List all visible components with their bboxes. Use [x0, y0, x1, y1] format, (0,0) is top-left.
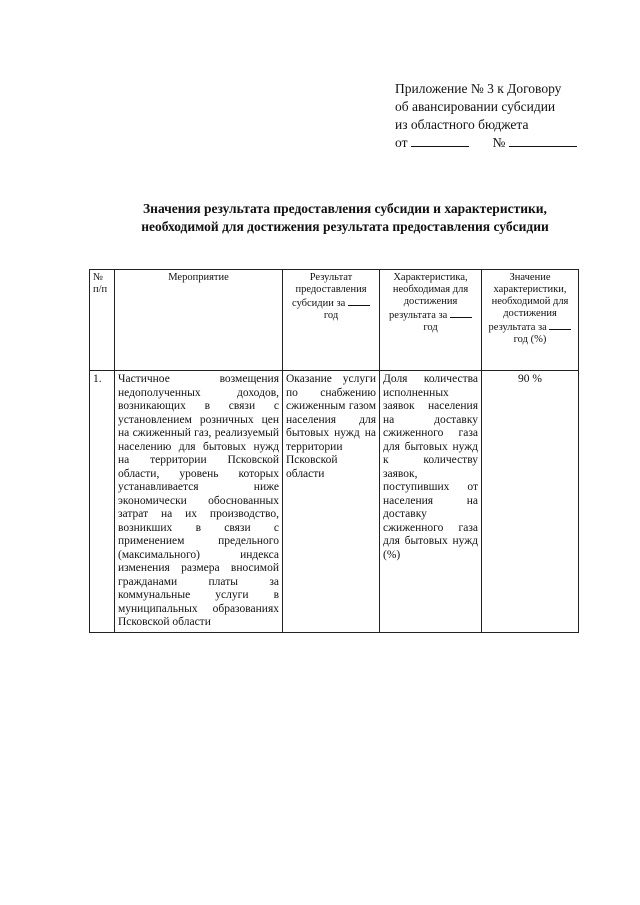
year-blank [549, 320, 571, 330]
header-value-year: год (%) [513, 334, 547, 345]
heading-line-2: необходимой для достижения результата предоставления субсидии [141, 219, 549, 234]
results-table [89, 269, 579, 633]
appendix-block [395, 80, 595, 152]
header-value [482, 270, 579, 371]
header-result [283, 270, 380, 371]
header-char-year: год [423, 322, 438, 333]
number-label: № [492, 135, 506, 150]
header-result-year: год [323, 310, 339, 321]
row-num: 1. [90, 371, 115, 633]
header-characteristic [380, 270, 482, 371]
appendix-line-1: Приложение № 3 к Договору [395, 81, 562, 96]
table-header-row [90, 270, 579, 371]
appendix-line-4 [395, 134, 595, 152]
appendix-line-3: из областного бюджета [395, 117, 529, 132]
number-blank [509, 134, 577, 147]
table-row [90, 371, 579, 633]
header-event: Мероприятие [115, 270, 283, 371]
appendix-line-2: об авансировании субсидии [395, 99, 556, 114]
header-result-text: Результат предоставления субсидии за [292, 272, 367, 309]
row-result: Оказание услуги по снабжению сжиженным газом населения для бытовых нужд на территории Псковской области [283, 371, 380, 633]
from-label: от [395, 135, 408, 150]
row-value: 90 % [482, 371, 579, 633]
date-blank [411, 134, 469, 147]
row-event: Частичное возмещения недополученных доходов, возникающих в связи с установлением розничных цен на сжиженный газ, реализуемый населению для бытовых нужд на территории Псковской области, уровень которых устанавливается ниже экономически обоснованных затрат на их производство, возникших в связи с применением предельного (максимального) индекса изменения размера вносимой гражданами платы за коммунальные услуги в муниципальных образованиях Псковской области [115, 371, 283, 633]
year-blank [348, 296, 370, 306]
header-char-text: Характеристика, необходимая для достижения результата за [389, 272, 469, 321]
heading-line-1: Значения результата предоставления субсидии и характеристики, [143, 201, 547, 216]
row-characteristic: Доля количества исполненных заявок населения на доставку сжиженного газа для бытовых нужд к количеству заявок, поступивших от населения на доставку сжиженного газа для бытовых нужд (%) [380, 371, 482, 633]
document-heading [100, 200, 590, 236]
header-value-text: Значение характеристики, необходимой для достижения результата за [488, 272, 569, 333]
year-blank [450, 308, 472, 318]
header-num: № п/п [90, 270, 115, 371]
